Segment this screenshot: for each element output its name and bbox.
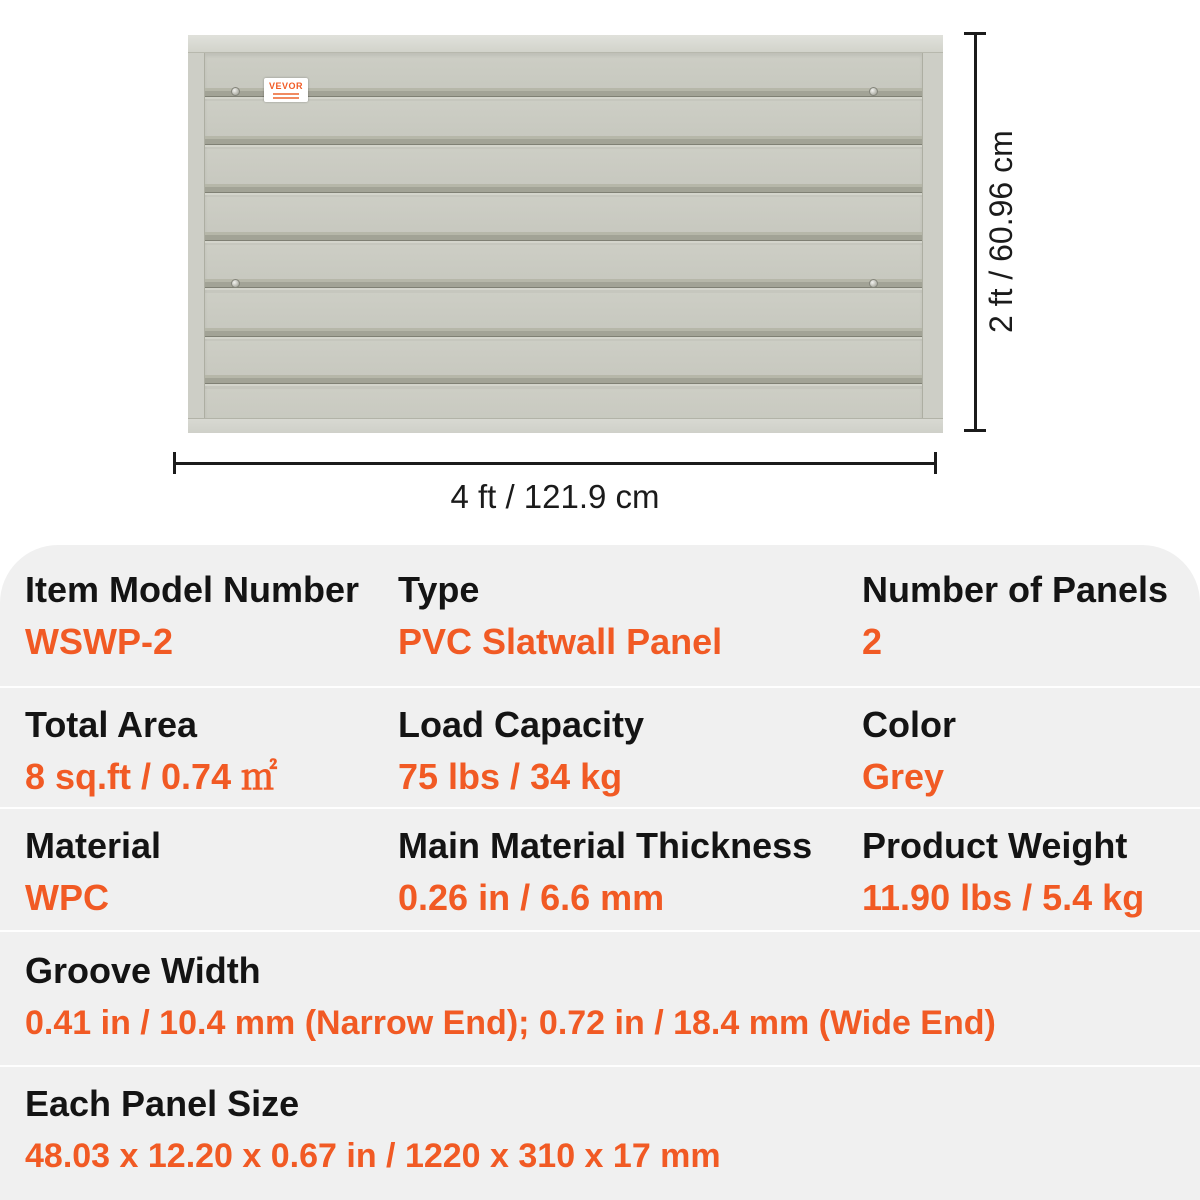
- spec-value: WSWP-2: [25, 621, 173, 662]
- spec-value: WPC: [25, 877, 109, 918]
- spec-value: Grey: [862, 756, 945, 797]
- brand-sticker: [264, 78, 308, 102]
- spec-value: PVC Slatwall Panel: [398, 621, 723, 662]
- panel-left-rail: [188, 53, 205, 418]
- screw-icon: [869, 279, 878, 288]
- sticker-fineprint-line: [273, 93, 299, 95]
- width-dimension-label: 4 ft / 121.9 cm: [450, 478, 660, 515]
- spec-label: Total Area: [25, 704, 198, 745]
- spec-label: Product Weight: [862, 825, 1128, 866]
- spec-label: Number of Panels: [862, 569, 1169, 610]
- panel-slat-field: [205, 53, 922, 418]
- slatwall-panel-image: [188, 35, 943, 433]
- spec-label: Item Model Number: [25, 569, 360, 610]
- spec-row: [0, 930, 1200, 1065]
- panel-groove: [205, 232, 922, 243]
- spec-row: [0, 545, 1200, 686]
- width-dimension-line: [173, 462, 937, 465]
- spec-value: 0.41 in / 10.4 mm (Narrow End); 0.72 in / 18.4 mm (Wide End): [25, 1004, 996, 1042]
- height-dimension-label: 2 ft / 60.96 cm: [983, 130, 1019, 334]
- spec-label: Color: [862, 704, 956, 745]
- screw-icon: [231, 87, 240, 96]
- panel-groove: [205, 136, 922, 147]
- spec-value: 48.03 x 12.20 x 0.67 in / 1220 x 310 x 17 mm: [25, 1137, 721, 1175]
- spec-row: [0, 807, 1200, 930]
- brand-logo-text: VEVOR: [268, 80, 303, 91]
- panel-groove: [205, 279, 922, 290]
- panel-groove: [205, 88, 922, 99]
- panel-groove: [205, 328, 922, 339]
- spec-value: 8 sq.ft / 0.74 ㎡: [25, 756, 278, 797]
- panel-groove: [205, 184, 922, 195]
- panel-top-rail: [188, 35, 943, 53]
- spec-label: Type: [398, 569, 480, 610]
- spec-product-weight: [862, 826, 1175, 930]
- height-dimension-line: [974, 32, 977, 432]
- panel-bottom-rail: [188, 418, 943, 433]
- spec-label: Main Material Thickness: [398, 825, 813, 866]
- spec-value: 75 lbs / 34 kg: [398, 756, 623, 797]
- spec-sheet: [0, 545, 1200, 1200]
- spec-label: Load Capacity: [398, 704, 645, 745]
- spec-item-model-number: [25, 570, 398, 686]
- spec-groove-width: [25, 951, 1175, 1043]
- sticker-fineprint-line: [273, 97, 299, 99]
- spec-value: 2: [862, 621, 883, 662]
- width-dimension-cap-right: [934, 452, 937, 474]
- spec-load-capacity: [398, 705, 862, 807]
- spec-label: Groove Width: [25, 950, 261, 991]
- spec-material: [25, 826, 398, 930]
- spec-number-of-panels: [862, 570, 1175, 686]
- spec-value: 11.90 lbs / 5.4 kg: [862, 877, 1145, 918]
- spec-main-material-thickness: [398, 826, 862, 930]
- spec-total-area: [25, 705, 398, 807]
- spec-each-panel-size: [25, 1084, 1175, 1176]
- spec-value: 0.26 in / 6.6 mm: [398, 877, 665, 918]
- spec-type: [398, 570, 862, 686]
- width-dimension-cap-left: [173, 452, 176, 474]
- panel-right-rail: [922, 53, 943, 418]
- spec-row: [0, 1065, 1200, 1200]
- panel-groove: [205, 375, 922, 386]
- screw-icon: [869, 87, 878, 96]
- spec-label: Material: [25, 825, 162, 866]
- spec-color: [862, 705, 1175, 807]
- screw-icon: [231, 279, 240, 288]
- spec-row: [0, 686, 1200, 807]
- spec-label: Each Panel Size: [25, 1083, 300, 1124]
